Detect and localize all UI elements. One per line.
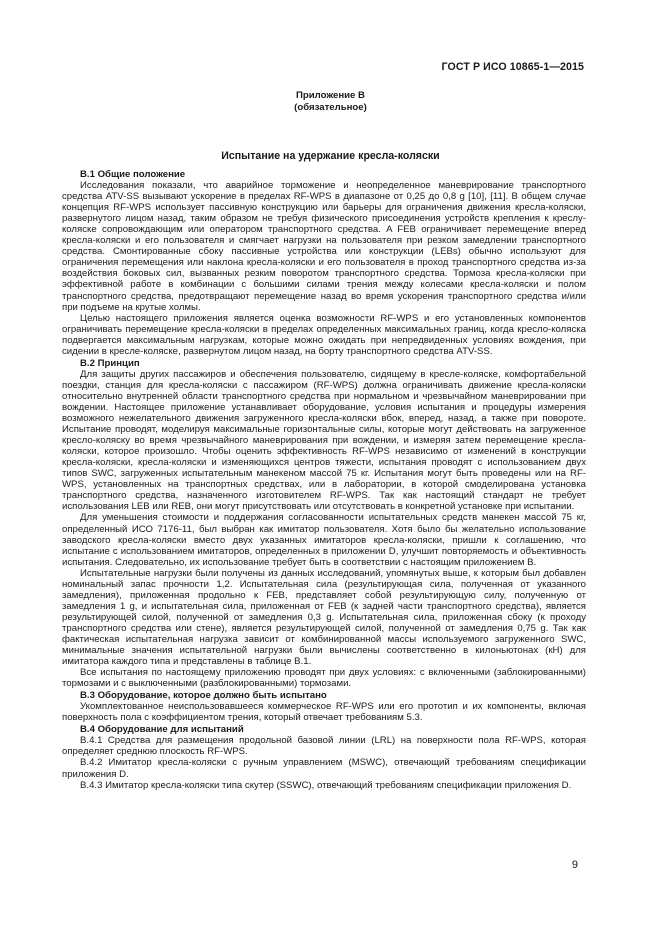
paragraph: Целью настоящего приложения является оценка возможности RF-WPS и его установленных компонентов ограничивать перемещение кресла-коляски в пределах определенных максимальных границ, когда кресло-коляска подвергается максимальным нагрузкам, которые можно ожидать при непредвиденных условиях вождения, при сидении в кресле-коляске, развернутом лицом назад, на борту транспортного средства ATV-SS.: [62, 312, 586, 357]
document-body: [62, 168, 586, 791]
clause-b4-1: В.4.1 Средства для размещения продольной базовой линии (LRL) на поверхности пола RF-WPS, которая определяет среднюю плоскость RF-WPS.: [62, 735, 586, 758]
annex-title: Приложение В: [296, 90, 365, 101]
paragraph: Для уменьшения стоимости и поддержания согласованности испытательных средств манекен массой 75 кг, определенный ИСО 7176-11, был выбран как имитатор пользователя. Хотя было бы желательно использование заводского кресла-коляски вместо двух указанных имитаторов кресла-коляски, пришли к соглашению, что испытание с использованием имитаторов, определенных в приложении D, улучшит повторяемость и объективность испытания. Следовательно, их использование требует быть в соответствии с настоящим приложением В.: [62, 512, 586, 568]
paragraph: Для защиты других пассажиров и обеспечения пользователю, сидящему в кресле-коляске, комфортабельной поездки, станция для кресла-коляски с пассажиром (RF-WPS) должна ограничивать движение кресла-коляски относительно внутренней области транспортного средства при нормальном и чрезвычайном маневрировании при вождении. Настоящее приложение устанавливает оборудование, условия испытания и процедуры измерения возможного нежелательного движения загруженного кресла-коляски вбок, вперед, назад, а также при повороте. Испытание проводят, моделируя максимальные горизонтальные силы, которые могут действовать на загруженное кресло-коляску во время чрезвычайного маневрирования при вождении, и измеряя затем перемещение кресла-коляски, которое произошло. Чтобы оценить эффективность RF-WPS независимо от изменений в конструкции кресла-коляски, кресла-коляски и изменяющихся центров тяжести, испытания проводят с использованием двух типов SWC, загруженных испытательным манекеном массой 75 кг. Испытания могут быть проведены или на RF-WPS, установленных на транспортных средствах, или в лаборатории, в которой смоделирована установка транспортного средства, назначенного изготовителем RF-WPS. Так как настоящий стандарт не требует использования LEB или REB, они могут присутствовать или отсутствовать в конкретной установке при испытании.: [62, 368, 586, 513]
page-number: 9: [571, 859, 578, 871]
page-title: Испытание на удержание кресла-коляски: [221, 150, 440, 162]
paragraph: Укомплектованное неиспользовавшееся коммерческое RF-WPS или его прототип и их компоненты, включая поверхность пола с коэффициентом трения, который отвечает требованиям 5.3.: [62, 701, 586, 724]
section-b2-heading: В.2 Принцип: [80, 357, 140, 369]
clause-b4-3: В.4.3 Имитатор кресла-коляски типа скутер (SSWC), отвечающий требованиям спецификации приложения D.: [80, 779, 572, 791]
standard-id: ГОСТ Р ИСО 10865-1—2015: [441, 61, 584, 73]
paragraph: Испытательные нагрузки были получены из данных исследований, упомянутых выше, к которым был добавлен номинальный запас прочности 1,2. Испытательная сила (результирующая сила, полученная от указанного замедления), приложенная продольно к FEB, представляет собой результирующую силу, полученную от замедления 1 g, и испытательная сила, приложенная от FEB (к задней части транспортного средства), является результирующей силой, полученной от замедления 0,3 g. Испытательная сила, приложенная сбоку (к проходу транспортного средства или стене), является результирующей силой, полученной от замедления 0,75 g. Так как фактическая испытательная нагрузка зависит от комбинированной массы используемого загруженного SWC, минимальные значения испытательной нагрузки были вычислены соответственно в килоньютонах (кН) для имитатора каждого типа и представлены в таблице В.1.: [62, 567, 586, 668]
section-b3-heading: В.3 Оборудование, которое должно быть испытано: [80, 690, 327, 702]
section-b4-heading: В.4 Оборудование для испытаний: [80, 724, 244, 736]
section-b1-heading: В.1 Общие положение: [80, 169, 186, 180]
paragraph: Все испытания по настоящему приложению проводят при двух условиях: с включенными (заблокированными) тормозами и с выключенными (разблокированными) тормозами.: [62, 667, 586, 690]
paragraph: Исследования показали, что аварийное торможение и неопределенное маневрирование транспортного средства ATV-SS вызывают ускорение в пределах RF-WPS в диапазоне от 0,25 до 0,8 g [10], [11]. В общем случае концепция RF-WPS использует пассивную конструкцию или барьеры для ограничения движения кресла-коляски, развернутого лицом назад, таким образом не требуя физического присоединения устройств крепления к креслу-коляске сопровождающим или оператором транспортного средства. A FEB ограничивает перемещение вперед кресла-коляски и его пользователя и смягчает нагрузки на пользователя при резком замедлении транспортного средства. Смонтированные сбоку пассивные устройства или конструкции (LEBs) обычно используют для ограничения перемещения или наклона кресла-коляски и его пользователя в проход транспортного средства из-за воздействия боковых сил, вызванных резким поворотом транспортного средства. Тормоза кресла-коляски при эффективной работе в комбинации с большими силами трения между колесами кресла-коляски и полом транспортного средства, предотвращают перемещение назад во время ускорения транспортного средства и/или при подъеме на крутые холмы.: [62, 180, 586, 313]
clause-b4-2: В.4.2 Имитатор кресла-коляски с ручным управлением (MSWC), отвечающий требованиям спецификации приложения D.: [62, 757, 586, 780]
annex-status: (обязательное): [294, 102, 367, 113]
